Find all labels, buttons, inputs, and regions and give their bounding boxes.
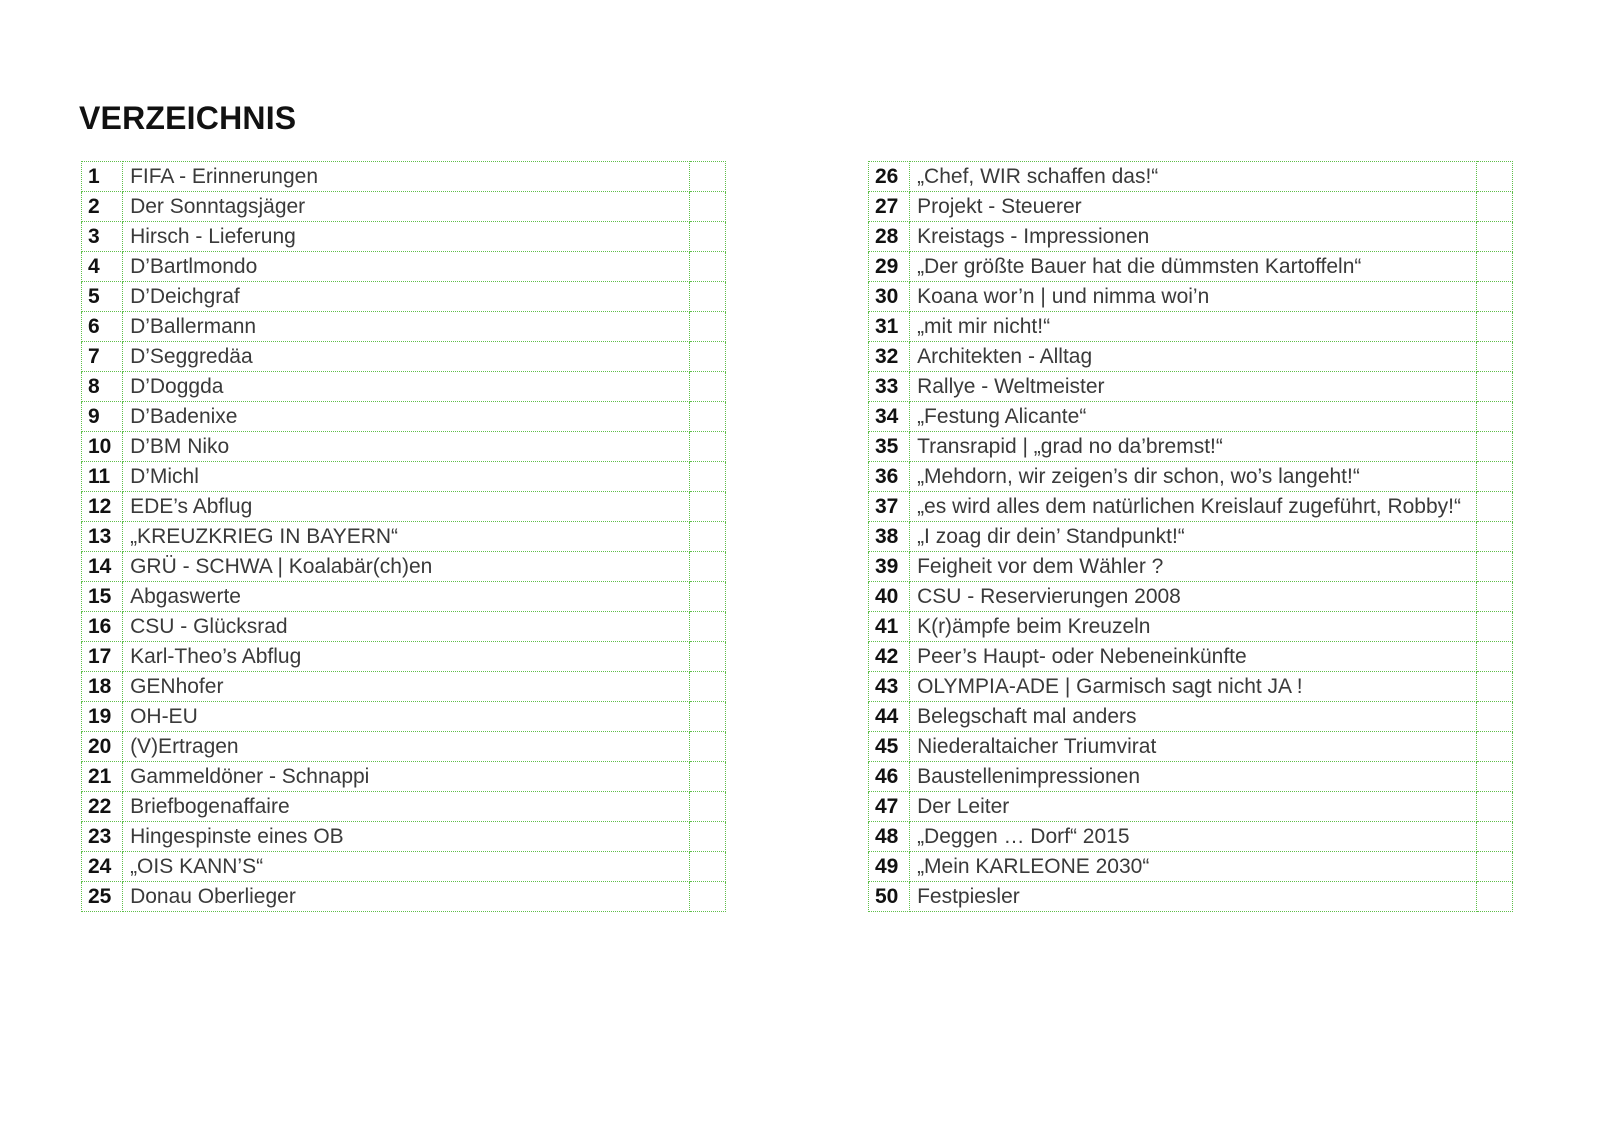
page-number-cell [1476,492,1512,522]
entry-number: 32 [869,342,910,372]
entry-number: 10 [82,432,123,462]
entry-number: 15 [82,582,123,612]
page-number-cell [1476,672,1512,702]
index-row [82,702,726,732]
entry-number: 39 [869,552,910,582]
index-row [869,672,1513,702]
entry-title: Karl-Theo’s Abflug [123,642,690,672]
index-row [869,462,1513,492]
entry-title: OH-EU [123,702,690,732]
page-number-cell [1476,552,1512,582]
entry-number: 18 [82,672,123,702]
page-number-cell [1476,192,1512,222]
entry-title: D’Michl [123,462,690,492]
page-number-cell [689,402,725,432]
index-row [82,582,726,612]
index-row [82,882,726,912]
entry-number: 19 [82,702,123,732]
index-row [869,282,1513,312]
entry-number: 46 [869,762,910,792]
page-number-cell [689,162,725,192]
entry-number: 21 [82,762,123,792]
entry-number: 25 [82,882,123,912]
entry-title: „Chef, WIR schaffen das!“ [910,162,1477,192]
entry-number: 7 [82,342,123,372]
page-number-cell [1476,732,1512,762]
entry-number: 33 [869,372,910,402]
entry-number: 3 [82,222,123,252]
entry-title: (V)Ertragen [123,732,690,762]
page-number-cell [1476,252,1512,282]
entry-title: D’Doggda [123,372,690,402]
entry-number: 50 [869,882,910,912]
entry-number: 27 [869,192,910,222]
index-row [869,312,1513,342]
page-number-cell [689,582,725,612]
index-row [869,612,1513,642]
page-number-cell [1476,282,1512,312]
entry-title: D’Ballermann [123,312,690,342]
page-number-cell [689,252,725,282]
entry-title: „I zoag dir dein’ Standpunkt!“ [910,522,1477,552]
page-number-cell [1476,822,1512,852]
entry-title: Gammeldöner - Schnappi [123,762,690,792]
page-number-cell [689,552,725,582]
entry-number: 20 [82,732,123,762]
entry-title: Briefbogenaffaire [123,792,690,822]
entry-number: 30 [869,282,910,312]
index-row [869,792,1513,822]
page-number-cell [1476,372,1512,402]
entry-number: 38 [869,522,910,552]
index-row [869,432,1513,462]
entry-title: D’Bartlmondo [123,252,690,282]
page-number-cell [689,792,725,822]
index-row [869,252,1513,282]
page-number-cell [1476,342,1512,372]
entry-title: „Der größte Bauer hat die dümmsten Kartoffeln“ [910,252,1477,282]
index-row [869,882,1513,912]
page-number-cell [1476,882,1512,912]
page-number-cell [689,222,725,252]
index-row [869,852,1513,882]
index-row [869,222,1513,252]
page-number-cell [1476,852,1512,882]
index-row [82,792,726,822]
index-row [869,822,1513,852]
entry-number: 11 [82,462,123,492]
index-row [82,282,726,312]
index-row [82,342,726,372]
index-row [82,522,726,552]
entry-number: 45 [869,732,910,762]
page-number-cell [1476,582,1512,612]
page-number-cell [1476,222,1512,252]
entry-number: 16 [82,612,123,642]
index-row [82,222,726,252]
index-row [869,552,1513,582]
page-number-cell [1476,762,1512,792]
entry-title: D’Badenixe [123,402,690,432]
entry-title: K(r)ämpfe beim Kreuzeln [910,612,1477,642]
index-row [869,372,1513,402]
page-number-cell [689,762,725,792]
entry-number: 47 [869,792,910,822]
entry-number: 48 [869,822,910,852]
entry-number: 37 [869,492,910,522]
index-row [82,642,726,672]
page-number-cell [689,732,725,762]
entry-title: GENhofer [123,672,690,702]
entry-number: 17 [82,642,123,672]
page-number-cell [689,822,725,852]
index-row [82,462,726,492]
index-row [869,402,1513,432]
entry-title: Der Sonntagsjäger [123,192,690,222]
page-number-cell [689,642,725,672]
page-number-cell [689,282,725,312]
entry-title: FIFA - Erinnerungen [123,162,690,192]
entry-number: 43 [869,672,910,702]
entry-title: Koana wor’n | und nimma woi’n [910,282,1477,312]
page-number-cell [689,192,725,222]
index-row [82,612,726,642]
page-number-cell [689,432,725,462]
entry-title: „Mehdorn, wir zeigen’s dir schon, wo’s langeht!“ [910,462,1477,492]
index-row [869,582,1513,612]
entry-title: Donau Oberlieger [123,882,690,912]
entry-title: „Mein KARLEONE 2030“ [910,852,1477,882]
page-number-cell [689,312,725,342]
index-row [869,342,1513,372]
index-row [869,642,1513,672]
entry-number: 12 [82,492,123,522]
entry-title: EDE’s Abflug [123,492,690,522]
entry-title: Architekten - Alltag [910,342,1477,372]
entry-number: 1 [82,162,123,192]
entry-title: OLYMPIA-ADE | Garmisch sagt nicht JA ! [910,672,1477,702]
index-row [82,492,726,522]
entry-title: „OIS KANN’S“ [123,852,690,882]
page-number-cell [1476,642,1512,672]
entry-number: 49 [869,852,910,882]
entry-title: Kreistags - Impressionen [910,222,1477,252]
page-number-cell [1476,312,1512,342]
page-number-cell [1476,702,1512,732]
entry-title: „es wird alles dem natürlichen Kreislauf zugeführt, Robby!“ [910,492,1477,522]
entry-title: D’BM Niko [123,432,690,462]
entry-number: 24 [82,852,123,882]
entry-number: 40 [869,582,910,612]
index-row [869,732,1513,762]
entry-number: 8 [82,372,123,402]
page-number-cell [1476,522,1512,552]
entry-number: 2 [82,192,123,222]
page-number-cell [689,372,725,402]
page-number-cell [689,702,725,732]
entry-number: 28 [869,222,910,252]
entry-number: 22 [82,792,123,822]
index-row [82,822,726,852]
entry-title: D’Deichgraf [123,282,690,312]
page-number-cell [1476,432,1512,462]
entry-title: D’Seggredäa [123,342,690,372]
entry-title: Niederaltaicher Triumvirat [910,732,1477,762]
page-number-cell [689,342,725,372]
page-title: VERZEICHNIS [79,100,297,136]
index-row [82,402,726,432]
entry-number: 4 [82,252,123,282]
entry-number: 44 [869,702,910,732]
entry-number: 6 [82,312,123,342]
entry-number: 29 [869,252,910,282]
entry-title: Der Leiter [910,792,1477,822]
entry-title: Projekt - Steuerer [910,192,1477,222]
entry-title: Rallye - Weltmeister [910,372,1477,402]
entry-title: Peer’s Haupt- oder Nebeneinkünfte [910,642,1477,672]
index-row [82,252,726,282]
entry-number: 23 [82,822,123,852]
entry-title: Festpiesler [910,882,1477,912]
entry-title: „KREUZKRIEG IN BAYERN“ [123,522,690,552]
page-number-cell [1476,462,1512,492]
entry-number: 26 [869,162,910,192]
index-table-right [868,161,1513,912]
page-number-cell [689,672,725,702]
entry-title: „Festung Alicante“ [910,402,1477,432]
index-row [82,432,726,462]
page-number-cell [689,522,725,552]
page-number-cell [689,462,725,492]
entry-number: 13 [82,522,123,552]
page-number-cell [1476,162,1512,192]
entry-title: Baustellenimpressionen [910,762,1477,792]
page-number-cell [689,852,725,882]
index-row [869,762,1513,792]
index-row [82,162,726,192]
entry-title: Feigheit vor dem Wähler ? [910,552,1477,582]
index-row [869,162,1513,192]
index-row [82,732,726,762]
entry-title: Belegschaft mal anders [910,702,1477,732]
index-row [82,852,726,882]
entry-number: 34 [869,402,910,432]
entry-number: 14 [82,552,123,582]
index-row [82,312,726,342]
index-row [869,492,1513,522]
page-number-cell [689,492,725,522]
index-row [82,762,726,792]
index-row [82,672,726,702]
entry-title: CSU - Glücksrad [123,612,690,642]
entry-number: 41 [869,612,910,642]
page-number-cell [1476,402,1512,432]
index-table-left [81,161,726,912]
index-row [82,552,726,582]
page-number-cell [1476,792,1512,822]
entry-number: 36 [869,462,910,492]
entry-title: Transrapid | „grad no da’bremst!“ [910,432,1477,462]
entry-title: Abgaswerte [123,582,690,612]
entry-number: 5 [82,282,123,312]
entry-title: Hirsch - Lieferung [123,222,690,252]
index-row [869,522,1513,552]
index-row [869,192,1513,222]
entry-number: 42 [869,642,910,672]
entry-title: „mit mir nicht!“ [910,312,1477,342]
entry-title: GRÜ - SCHWA | Koalabär(ch)en [123,552,690,582]
entry-title: CSU - Reservierungen 2008 [910,582,1477,612]
index-row [869,702,1513,732]
entry-number: 9 [82,402,123,432]
page-number-cell [689,612,725,642]
index-row [82,372,726,402]
entry-title: Hingespinste eines OB [123,822,690,852]
page-number-cell [1476,612,1512,642]
entry-number: 35 [869,432,910,462]
entry-title: „Deggen … Dorf“ 2015 [910,822,1477,852]
index-row [82,192,726,222]
page-number-cell [689,882,725,912]
entry-number: 31 [869,312,910,342]
